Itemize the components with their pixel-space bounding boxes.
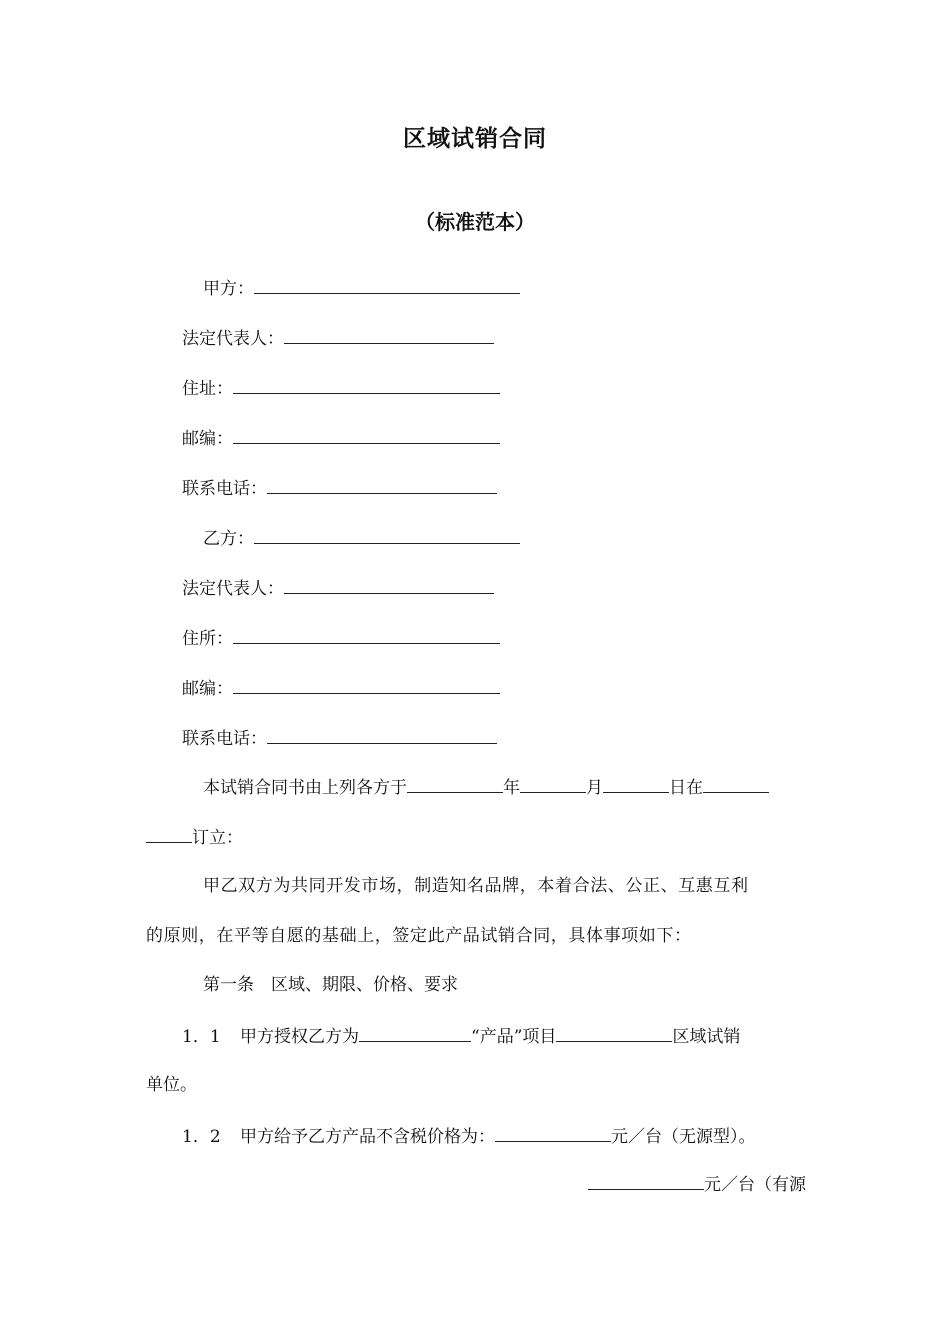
preamble-line-2: 的原则，在平等自愿的基础上，签定此产品试销合同，具体事项如下：	[146, 926, 692, 946]
party-b-name-row	[203, 525, 520, 551]
intro-suffix: 订立：	[192, 828, 243, 848]
clause-1-1-product-blank[interactable]	[359, 1023, 471, 1042]
party-b-address-blank[interactable]	[233, 625, 500, 644]
clause-1-2-text-b: 元／台（无源型）。	[611, 1127, 756, 1147]
clause-1-2-passive-price-blank[interactable]	[495, 1123, 611, 1142]
party-a-rep-label: 法定代表人：	[182, 329, 284, 349]
clause-1-2-active-price-blank[interactable]	[588, 1171, 704, 1190]
clause-1-2-line-2	[588, 1171, 806, 1197]
clause-1-1-region-blank[interactable]	[556, 1023, 672, 1042]
intro-place-blank-cont[interactable]	[146, 824, 192, 843]
party-a-address-label: 住址：	[182, 379, 233, 399]
party-b-name-label: 乙方：	[203, 529, 254, 549]
party-a-postcode-blank[interactable]	[233, 425, 500, 444]
party-b-address-label: 住所：	[182, 629, 233, 649]
party-b-phone-blank[interactable]	[267, 725, 497, 744]
intro-line-2	[146, 824, 243, 850]
document-subtitle: （标准范本）	[415, 210, 535, 234]
party-a-name-row	[203, 275, 520, 301]
party-a-name-blank[interactable]	[254, 275, 520, 294]
party-b-postcode-blank[interactable]	[233, 675, 500, 694]
preamble-line-1: 甲乙双方为共同开发市场，制造知名品牌，本着合法、公正、互惠互利	[203, 876, 749, 896]
intro-place-blank[interactable]	[703, 774, 769, 793]
party-b-rep-blank[interactable]	[284, 575, 494, 594]
clause-1-1-text-c: 区域试销	[672, 1027, 741, 1047]
party-b-postcode-row	[182, 675, 500, 701]
clause-1-2-text-a: 甲方给予乙方产品不含税价格为：	[240, 1127, 496, 1147]
clause-1-1-number: 1．1	[182, 1027, 221, 1047]
clause-1-2-number: 1．2	[182, 1127, 221, 1147]
clause-1-2-text-c: 元／台（有源	[704, 1175, 806, 1195]
party-a-phone-label: 联系电话：	[182, 479, 267, 499]
clause-1-1-text-d: 单位。	[146, 1075, 197, 1095]
clause-1-1-text-b: “产品”项目	[471, 1027, 557, 1047]
party-b-phone-row	[182, 725, 497, 751]
clause-1-1-text-a: 甲方授权乙方为	[240, 1027, 360, 1047]
party-b-phone-label: 联系电话：	[182, 729, 267, 749]
party-a-phone-blank[interactable]	[267, 475, 497, 494]
document-title: 区域试销合同	[403, 126, 547, 152]
party-a-address-row	[182, 375, 500, 401]
party-a-phone-row	[182, 475, 497, 501]
intro-day-blank[interactable]	[603, 774, 669, 793]
party-b-name-blank[interactable]	[254, 525, 520, 544]
party-a-address-blank[interactable]	[233, 375, 500, 394]
clause-1-2-line-1	[182, 1123, 756, 1149]
party-a-postcode-row	[182, 425, 500, 451]
party-b-rep-label: 法定代表人：	[182, 579, 284, 599]
party-b-postcode-label: 邮编：	[182, 679, 233, 699]
party-a-name-label: 甲方：	[203, 279, 254, 299]
intro-year-blank[interactable]	[407, 774, 503, 793]
clause-1-1-line-1	[182, 1023, 740, 1049]
intro-prefix: 本试销合同书由上列各方于	[203, 778, 407, 798]
party-a-postcode-label: 邮编：	[182, 429, 233, 449]
intro-line-1	[203, 774, 769, 800]
intro-day: 日在	[669, 778, 703, 798]
party-b-address-row	[182, 625, 500, 651]
party-b-rep-row	[182, 575, 494, 601]
intro-month-blank[interactable]	[520, 774, 586, 793]
intro-year: 年	[503, 778, 520, 798]
intro-month: 月	[586, 778, 603, 798]
party-a-rep-row	[182, 325, 494, 351]
party-a-rep-blank[interactable]	[284, 325, 494, 344]
article-1-heading: 第一条 区域、期限、价格、要求	[203, 975, 458, 995]
